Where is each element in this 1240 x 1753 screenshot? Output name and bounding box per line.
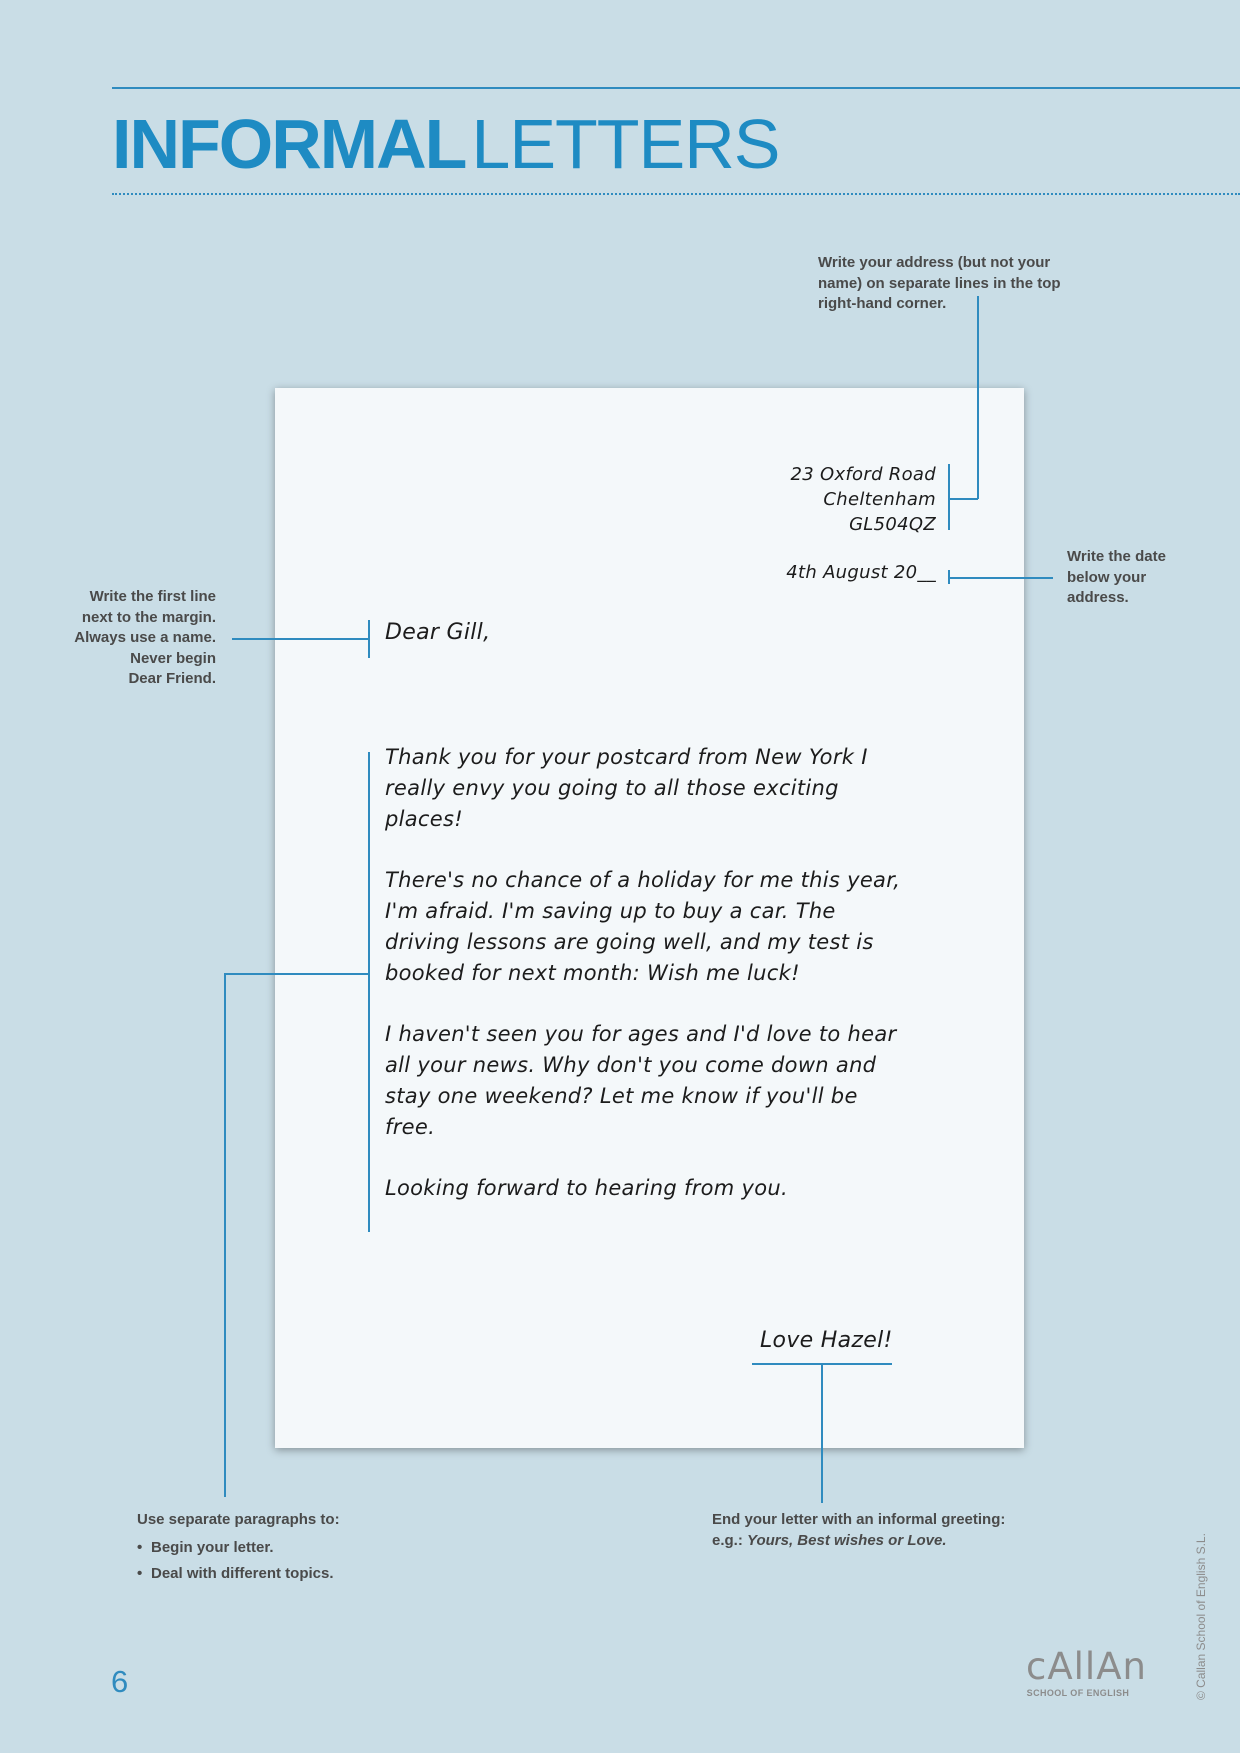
letter-date: 4th August 20__ <box>786 562 936 583</box>
letter-paragraph: I haven't seen you for ages and I'd love to hear all your news. Why don't you come down and stay one weekend? Let me know if you'll be free. <box>385 1022 897 1139</box>
paragraphs-connector-vertical <box>224 973 226 1497</box>
copyright-text: © Callan School of English S.L. <box>1194 1533 1208 1700</box>
address-bracket <box>948 464 950 530</box>
paragraphs-note <box>137 1510 457 1587</box>
letter-greeting: Dear Gill, <box>385 620 491 645</box>
first-line-note <box>16 587 216 690</box>
greeting-note-prefix: e.g.: <box>712 1531 748 1549</box>
paragraphs-note-heading: Use separate paragraphs to: <box>137 1511 340 1528</box>
paragraphs-connector <box>225 973 369 975</box>
first-line-note-line: Always use a name. <box>74 629 216 646</box>
list-item: • Deal with different topics. <box>137 1561 457 1587</box>
title-bold: INFORMAL <box>112 105 466 183</box>
address-connector <box>948 498 978 500</box>
paragraphs-bracket <box>368 752 370 1232</box>
first-line-note-line: next to the margin. <box>81 608 216 626</box>
logo-wordmark: cAllAn <box>1026 1645 1147 1688</box>
address-line: 23 Oxford Road <box>790 464 936 485</box>
first-line-note-line: Never begin <box>130 649 216 667</box>
letter-signoff: Love Hazel! <box>760 1328 893 1353</box>
callan-logo <box>1026 1645 1147 1698</box>
address-connector-vertical <box>977 296 979 499</box>
logo-subtitle: SCHOOL OF ENGLISH <box>1026 1688 1130 1698</box>
letter-address <box>790 462 936 537</box>
greeting-note <box>712 1510 1052 1551</box>
date-connector <box>948 577 1053 579</box>
first-line-note-line: Dear Friend. <box>128 670 216 687</box>
letter-sheet <box>275 388 1024 1448</box>
address-line: GL504QZ <box>849 514 936 535</box>
page-title <box>112 104 779 184</box>
greeting-note-examples: Yours, Best wishes or Love. <box>747 1531 947 1549</box>
address-line: Cheltenham <box>823 489 936 510</box>
letter-paragraph: Thank you for your postcard from New York I really envy you going to all those exciting places! <box>385 745 868 831</box>
first-line-note-line: Write the first line <box>89 588 216 605</box>
dotted-rule <box>112 193 1240 195</box>
date-note: Write the date below your address. <box>1067 548 1166 606</box>
title-light: LETTERS <box>471 105 780 183</box>
address-note: Write your address (but not your name) on separate lines in the top right-hand corner. <box>818 254 1061 312</box>
list-item: • Begin your letter. <box>137 1535 457 1561</box>
first-line-connector <box>232 638 369 640</box>
page-number: 6 <box>111 1664 129 1699</box>
paragraphs-note-list <box>137 1535 457 1587</box>
top-rule <box>112 87 1240 89</box>
greeting-note-line: End your letter with an informal greeting: <box>712 1511 1006 1528</box>
letter-paragraph: Looking forward to hearing from you. <box>385 1176 788 1200</box>
signoff-connector <box>821 1363 823 1503</box>
greeting-note-examples-line <box>712 1531 1052 1552</box>
letter-paragraph: There's no chance of a holiday for me this year, I'm afraid. I'm saving up to buy a car. The driving lessons are going well, and my test is booked for next month: Wish me luck! <box>385 868 901 985</box>
letter-body <box>385 742 905 1234</box>
